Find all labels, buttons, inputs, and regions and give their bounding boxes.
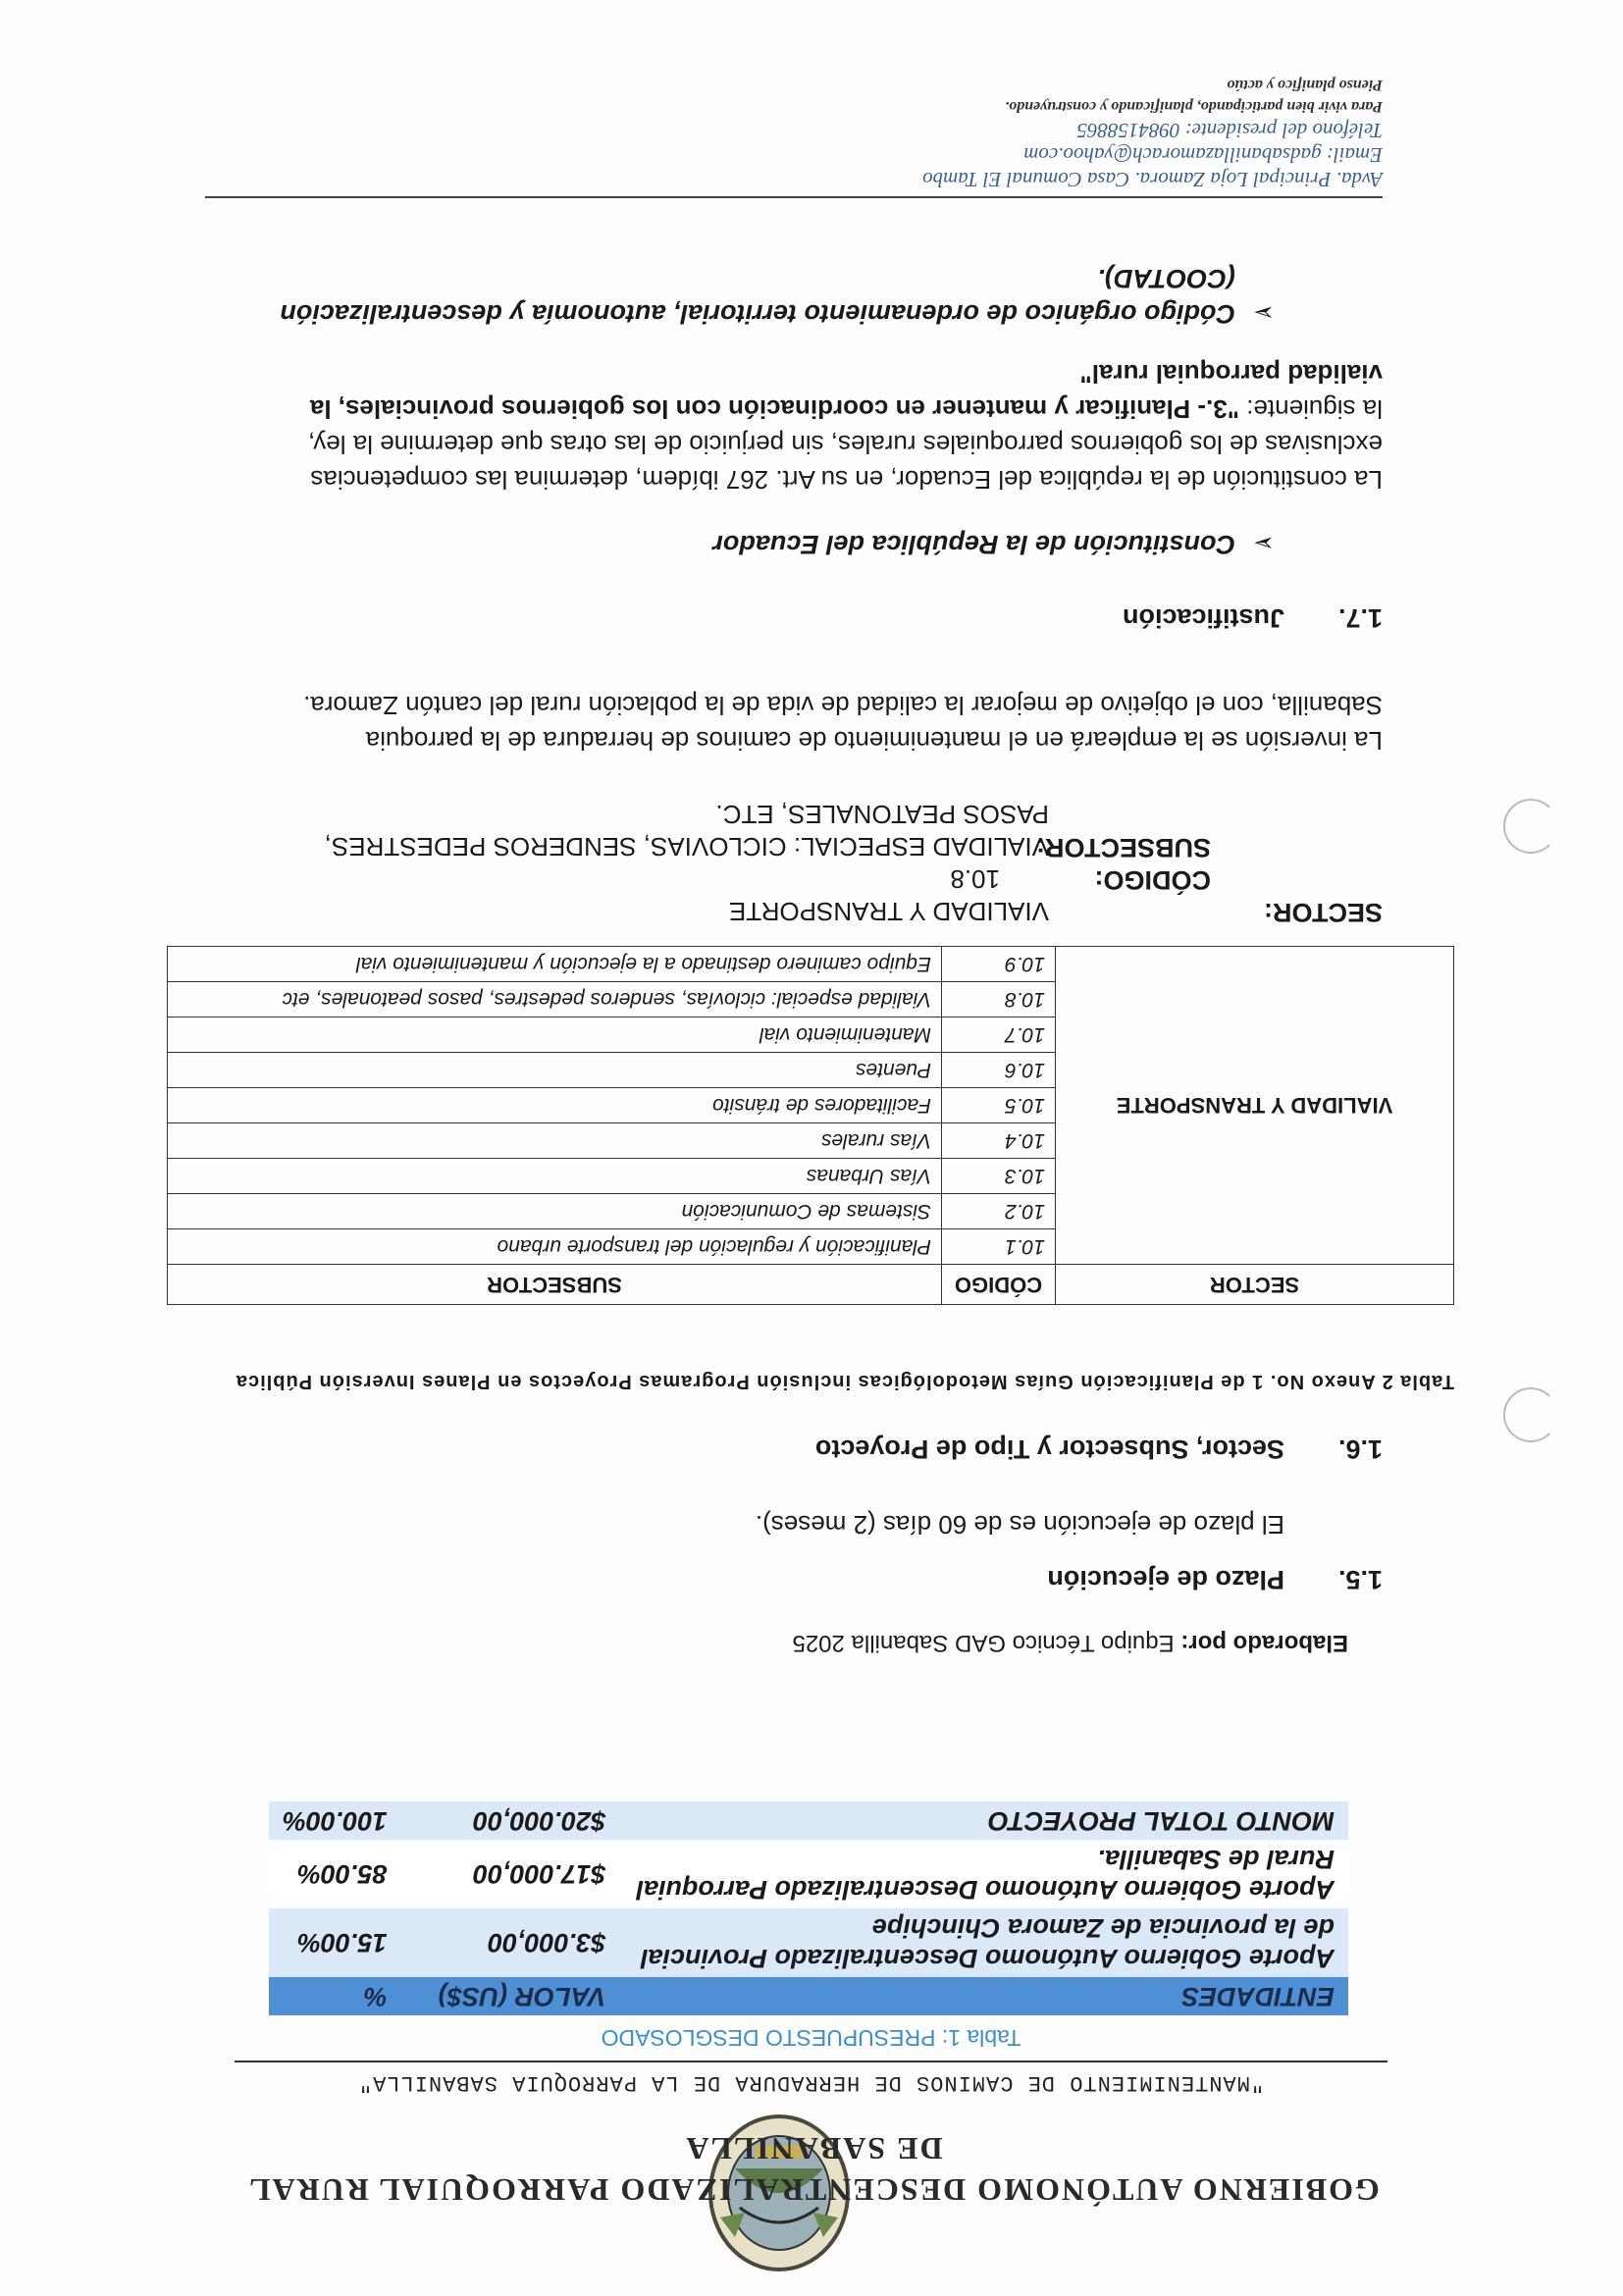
subsector-value: VIALIDAD ESPECIAL: CICLOVIAS, SENDEROS PEDESTRES, — [324, 832, 1049, 861]
footer-slogan: Para vivir bien participando, planificando y construyendo. — [1005, 98, 1383, 115]
code-cell: 10.3 — [942, 1159, 1056, 1194]
subsector-cell: Vías Urbanas — [168, 1159, 942, 1194]
subsector-value-cont: PASOS PEATONALES, ETC. — [715, 800, 1049, 829]
section-title-sector: Sector, Subsector y Tipo de Proyecto — [814, 1435, 1284, 1464]
code-cell: 10.4 — [942, 1123, 1056, 1159]
col-header-valor: VALOR (US$) — [401, 1977, 620, 2015]
footer-divider — [205, 196, 1383, 198]
section-number-1-5: 1.5. — [1337, 1565, 1383, 1594]
percent-cell: 15.00% — [269, 1908, 401, 1977]
investment-text-line2: Sabanilla, con el objetivo de mejorar la calidad de vida de la población rural del cantón Zamora. — [303, 691, 1383, 720]
subsector-cell: Sistemas de Comunicación — [168, 1194, 942, 1229]
code-cell: 10.7 — [942, 1018, 1056, 1053]
plazo-text: El plazo de ejecución es de 60 días (2 meses). — [755, 1510, 1284, 1539]
footer-phone: Teléfono del presidente: 0984158865 — [1076, 119, 1383, 142]
sector-label: SECTOR: — [1263, 898, 1383, 927]
code-cell: 10.8 — [942, 982, 1056, 1018]
entity-cell: MONTO TOTAL PROYECTO — [619, 1801, 1348, 1840]
value-cell: $3.000,00 — [401, 1908, 620, 1977]
organization-name: GOBIERNO AUTÓNOMO DESCENTRALIZADO PARROQUIAL RURAL — [247, 2172, 1380, 2208]
subsector-cell: Vialidad especial: ciclovías, senderos pedestres, pasos peatonales, etc — [168, 982, 942, 1018]
sector-table-header — [168, 1265, 1454, 1305]
justification-line4: vialidad parroquial rural" — [1079, 359, 1383, 389]
justification-line3 — [310, 391, 1383, 427]
code-cell: 10.9 — [942, 947, 1056, 982]
footer-email: Email: gadsabanillazamorach@yahoo.com — [1023, 143, 1383, 167]
project-title: "MANTENIMIENTO DE CAMINOS DE HERRADURA DE LA PARROQUIA SABANILLA" — [357, 2070, 1265, 2095]
col-header-entidades: ENTIDADES — [619, 1977, 1348, 2015]
bullet-constitucion: Constitución de la República del Ecuador — [712, 530, 1235, 559]
sector-value: VIALIDAD Y TRANSPORTE — [728, 897, 1049, 926]
justification-line2: exclusivas de los gobiernos parroquiales rurales, sin perjuicio de las otras que determine la ley, — [308, 430, 1383, 459]
section-title-plazo: Plazo de ejecución — [1047, 1565, 1284, 1594]
col-header-sector: SECTOR — [1056, 1265, 1454, 1305]
sector-table — [167, 946, 1454, 1305]
prepared-by-label: Elaborado por: — [1180, 1630, 1348, 1656]
punch-hole — [1503, 799, 1558, 854]
bullet-arrow-icon: ➢ — [1253, 298, 1275, 328]
subsector-cell: Puentes — [168, 1053, 942, 1088]
header-divider — [235, 2061, 1387, 2062]
table-row — [168, 1229, 1454, 1265]
value-cell: $20.000,00 — [401, 1801, 620, 1840]
footer-address: Avda. Principal Loja Zamora. Casa Comunal El Tambo — [922, 168, 1383, 191]
organization-name-line2: DE SABANILLA — [684, 2131, 943, 2166]
table2-caption: Tabla 2 Anexo No. 1 de Planificación Guías Metodológicas inclusión Programas Proyectos en Planes Inversión Pública — [235, 1371, 1454, 1392]
justification-line3-normal: la siguiente: — [1239, 394, 1383, 424]
bullet-cootad: Código orgánico de ordenamiento territorial, autonomía y descentralización — [280, 299, 1235, 329]
footer-slogan2: Pienso planifico y actúo — [1227, 77, 1383, 93]
section-title-justificacion: Justificación — [1122, 603, 1284, 633]
budget-table — [269, 1801, 1348, 2015]
prepared-by — [269, 1629, 1348, 1656]
subsector-cell: Mantenimiento vial — [168, 1018, 942, 1053]
codigo-label: CÓDIGO: — [1094, 865, 1211, 895]
subsector-cell: Facilitadores de tránsito — [168, 1088, 942, 1123]
bullet-cootad-cont: (COOTAD). — [1097, 264, 1235, 293]
entity-cell: Aporte Gobierno Autónomo Descentralizado Provincial de la provincia de Zamora Chinchipe — [619, 1908, 1348, 1977]
percent-cell: 85.00% — [269, 1840, 401, 1908]
subsector-cell: Vías rurales — [168, 1123, 942, 1159]
budget-table-header — [269, 1977, 1348, 2015]
sector-cell: VIALIDAD Y TRANSPORTE — [1056, 947, 1454, 1265]
subsector-cell: Planificación y regulación del transporte urbano — [168, 1229, 942, 1265]
subsector-label: SUBSECTOR: — [1035, 833, 1211, 862]
codigo-value: 10.8 — [950, 864, 1000, 894]
col-header-codigo: CÓDIGO — [942, 1265, 1056, 1305]
code-cell: 10.6 — [942, 1053, 1056, 1088]
col-header-subsector: SUBSECTOR — [168, 1265, 942, 1305]
code-cell: 10.5 — [942, 1088, 1056, 1123]
value-cell: $17.000,00 — [401, 1840, 620, 1908]
justification-quote: "3.- Planificar y mantener en coordinación con los gobiernos provinciales, la — [309, 394, 1240, 424]
section-number-1-6: 1.6. — [1337, 1435, 1383, 1464]
percent-cell: 100.00% — [269, 1801, 401, 1840]
table-row — [269, 1908, 1348, 1977]
code-cell: 10.2 — [942, 1194, 1056, 1229]
bullet-arrow-icon: ➢ — [1253, 529, 1275, 558]
table-row — [269, 1801, 1348, 1840]
prepared-by-value: Equipo Técnico GAD Sabanilla 2025 — [792, 1630, 1175, 1656]
subsector-cell: Equipo caminero destinado a la ejecución y mantenimiento vial — [168, 947, 942, 982]
entity-cell: Aporte Gobierno Autónomo Descentralizado Parroquial Rural de Sabanilla. — [619, 1840, 1348, 1908]
punch-hole — [1503, 1387, 1558, 1442]
justification-line1: La constitución de la república del Ecuador, en su Art. 267 ibídem, determina las competencias — [310, 465, 1383, 495]
section-number-1-7: 1.7. — [1337, 603, 1383, 633]
table1-caption: Tabla 1: PRESUPUESTO DESGLOSADO — [601, 2025, 1021, 2051]
table-row — [269, 1840, 1348, 1908]
code-cell: 10.1 — [942, 1229, 1056, 1265]
investment-text-line1: La inversión se la empleará en el mantenimiento de caminos de herradura de la parroquia — [365, 726, 1383, 756]
col-header-percent: % — [269, 1977, 401, 2015]
